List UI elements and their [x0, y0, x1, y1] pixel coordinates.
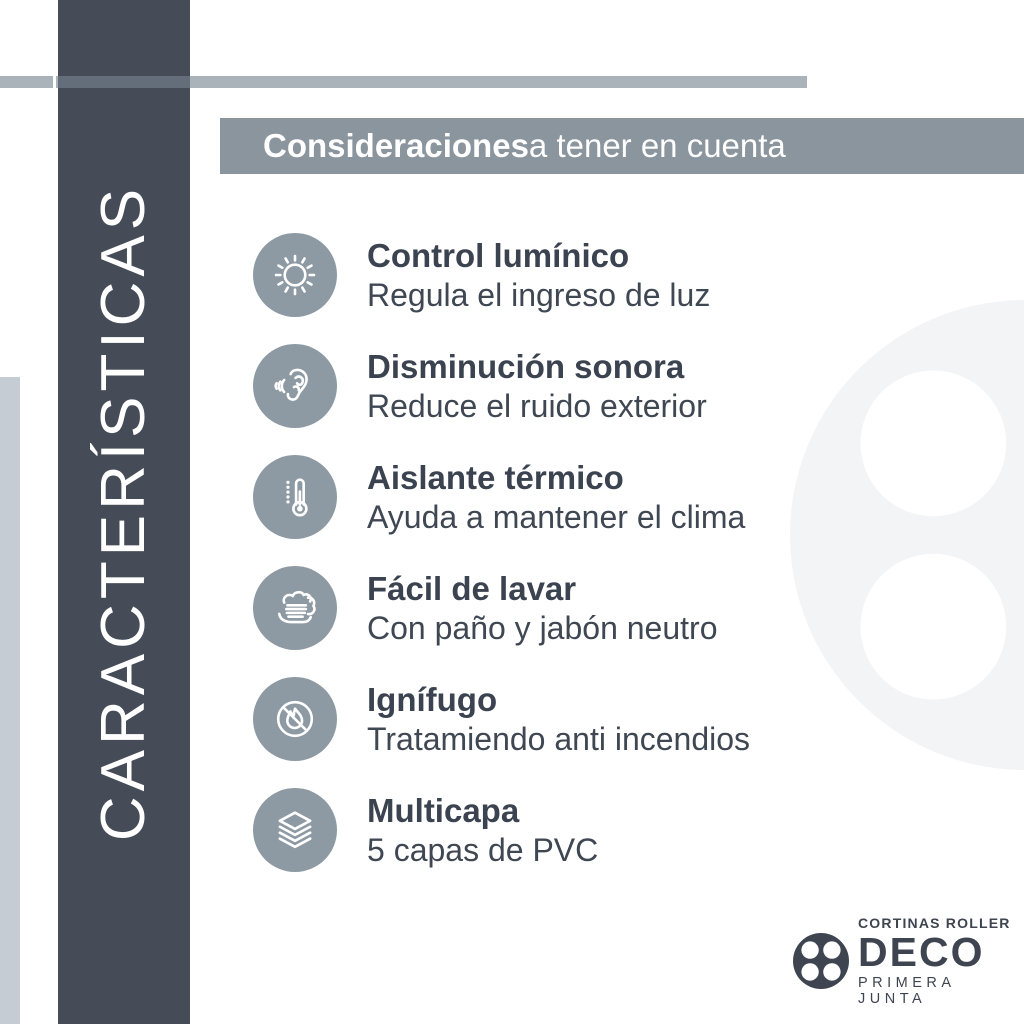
features-list: [253, 233, 750, 872]
icon-circle: [253, 566, 337, 650]
icon-circle: [253, 677, 337, 761]
left-accent-stripe: [0, 377, 20, 1024]
feature-title: Aislante térmico: [367, 458, 624, 496]
feature-row-facil-de-lavar: [253, 566, 750, 650]
deco-clover-icon: [793, 933, 849, 989]
brand-name: DECO: [858, 929, 985, 975]
thermometer-icon: [269, 471, 321, 523]
brand-text: [858, 915, 1024, 1007]
feature-subtitle: Regula el ingreso de luz: [367, 276, 711, 313]
feature-text: [367, 237, 710, 314]
feature-text: [367, 792, 598, 869]
feature-text: [367, 681, 750, 758]
deco-clover-watermark-icon: [790, 300, 1024, 770]
feature-title: Control lumínico: [367, 236, 630, 274]
feature-row-disminucion-sonora: [253, 344, 750, 428]
feature-title: Disminución sonora: [367, 347, 685, 385]
icon-circle: [253, 233, 337, 317]
top-accent-band: [0, 76, 807, 88]
ear-icon: [269, 360, 321, 412]
feature-row-control-luminico: [253, 233, 750, 317]
sidebar-banner: [58, 0, 190, 1024]
icon-circle: [253, 788, 337, 872]
vertical-title: CARACTERÍSTICAS: [89, 183, 159, 841]
feature-row-multicapa: [253, 788, 750, 872]
layers-icon: [269, 804, 321, 856]
band-white-tick: [53, 45, 56, 120]
feature-text: [367, 348, 707, 425]
header-title-rest: a tener en cuenta: [528, 127, 786, 164]
feature-subtitle: Con paño y jabón neutro: [367, 609, 718, 646]
no-fire-icon: [269, 693, 321, 745]
feature-subtitle: 5 capas de PVC: [367, 831, 599, 868]
feature-title: Multicapa: [367, 791, 520, 829]
sun-icon: [269, 249, 321, 301]
feature-row-ignifugo: [253, 677, 750, 761]
header-title-bold: Consideraciones: [263, 127, 529, 164]
brand-tagline-bottom: PRIMERA JUNTA: [858, 975, 955, 1007]
feature-text: [367, 570, 717, 647]
icon-circle: [253, 455, 337, 539]
feature-title: Ignífugo: [367, 680, 498, 718]
header-bar: [220, 118, 1024, 174]
brand-block: [793, 915, 1024, 1007]
feature-subtitle: Tratamiendo anti incendios: [367, 720, 751, 757]
feature-subtitle: Reduce el ruido exterior: [367, 387, 707, 424]
brand-tagline-top: CORTINAS ROLLER: [858, 915, 1011, 931]
icon-circle: [253, 344, 337, 428]
washing-hand-icon: [269, 582, 321, 634]
feature-subtitle: Ayuda a mantener el clima: [367, 498, 746, 535]
feature-row-aislante-termico: [253, 455, 750, 539]
feature-text: [367, 459, 745, 536]
feature-title: Fácil de lavar: [367, 569, 577, 607]
